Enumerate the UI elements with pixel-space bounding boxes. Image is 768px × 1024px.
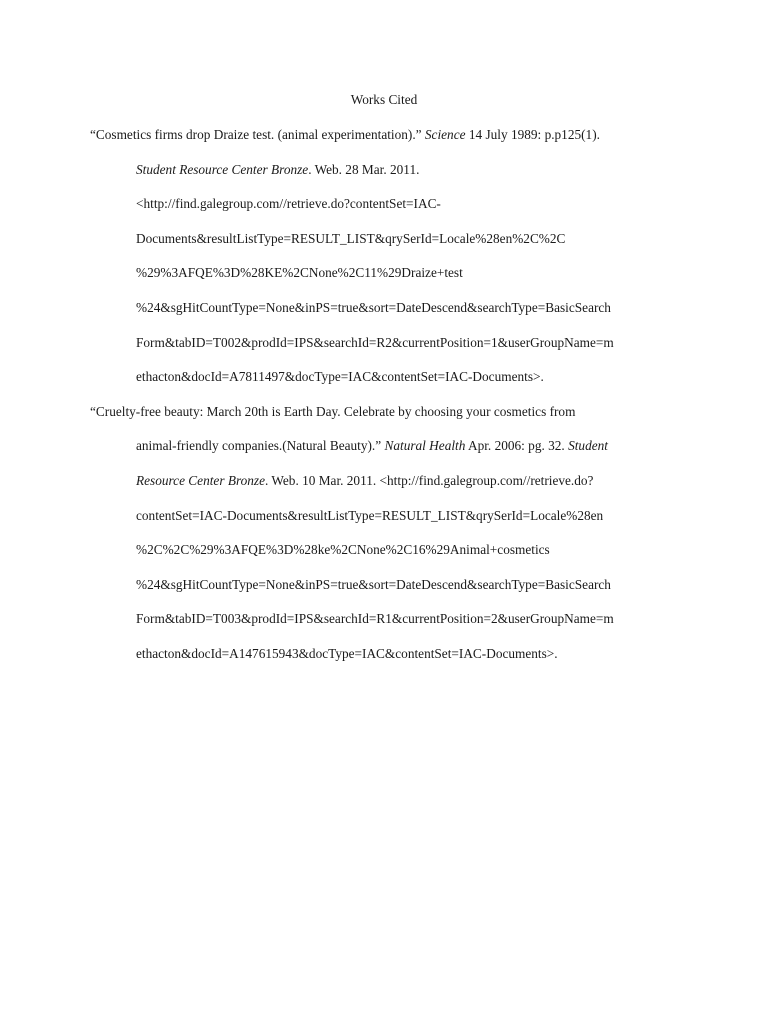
- citation-line: [136, 644, 558, 664]
- citation-text: Form&tabID=T003&prodId=IPS&searchId=R1&currentPosition=2&userGroupName=m: [136, 611, 614, 627]
- citation-line: [136, 160, 419, 180]
- citation-line: [136, 506, 603, 526]
- citation-line: [136, 540, 550, 560]
- citation-line: [136, 367, 544, 387]
- citation-line: [136, 436, 608, 456]
- citation-text: Documents&resultListType=RESULT_LIST&qrySerId=Locale%28en%2C%2C: [136, 230, 566, 246]
- citation-text: contentSet=IAC-Documents&resultListType=RESULT_LIST&qrySerId=Locale%28en: [136, 507, 604, 523]
- citation-line: [90, 402, 575, 422]
- citation-text: %24&sgHitCountType=None&inPS=true&sort=DateDescend&searchType=BasicSearch: [136, 576, 611, 592]
- citation-text: ethacton&docId=A7811497&docType=IAC&contentSet=IAC-Documents>.: [136, 369, 544, 385]
- citation-line: [136, 609, 614, 629]
- citation-text: <http://find.galegroup.com//retrieve.do?contentSet=IAC-: [136, 196, 441, 212]
- citation-line: [136, 229, 565, 249]
- citation-text: %24&sgHitCountType=None&inPS=true&sort=DateDescend&searchType=BasicSearch: [136, 300, 611, 315]
- citation-text: 14 July 1989: p.p125(1).: [465, 127, 600, 142]
- citation-line: [90, 125, 600, 145]
- citation-italic-text: Resource Center Bronze: [136, 473, 265, 488]
- citation-line: [136, 333, 614, 353]
- citation-text: %29%3AFQE%3D%28KE%2CNone%2C11%29Draize+test: [136, 265, 463, 281]
- citation-text: ethacton&docId=A147615943&docType=IAC&contentSet=IAC-Documents>.: [136, 646, 558, 661]
- citation-text: . Web. 10 Mar. 2011. <http://find.galegroup.com//retrieve.do?: [265, 473, 594, 488]
- citation-italic-text: Natural Health: [384, 438, 466, 454]
- citation-line: [136, 263, 463, 283]
- citation-line: [136, 575, 611, 595]
- citation-line: [136, 194, 441, 214]
- citation-italic-text: Science: [424, 127, 466, 142]
- citation-italic-text: Student: [568, 438, 608, 454]
- citation-text: Form&tabID=T002&prodId=IPS&searchId=R2&currentPosition=1&userGroupName=m: [136, 334, 614, 350]
- citation-line: [136, 298, 611, 318]
- citation-line: [136, 471, 593, 491]
- citation-text: animal-friendly companies.(Natural Beauty).”: [136, 438, 385, 454]
- citation-text: “Cruelty-free beauty: March 20th is Earth Day. Celebrate by choosing your cosmetics from: [90, 403, 576, 419]
- citation-text: . Web. 28 Mar. 2011.: [308, 161, 420, 177]
- page-title: Works Cited: [350, 92, 418, 107]
- citation-italic-text: Student Resource Center Bronze: [136, 161, 309, 177]
- citation-text: Apr. 2006: pg. 32.: [465, 438, 569, 454]
- citation-text: %2C%2C%29%3AFQE%3D%28ke%2CNone%2C16%29Animal+cosmetics: [136, 542, 550, 558]
- citation-text: “Cosmetics firms drop Draize test. (animal experimentation).”: [90, 127, 425, 142]
